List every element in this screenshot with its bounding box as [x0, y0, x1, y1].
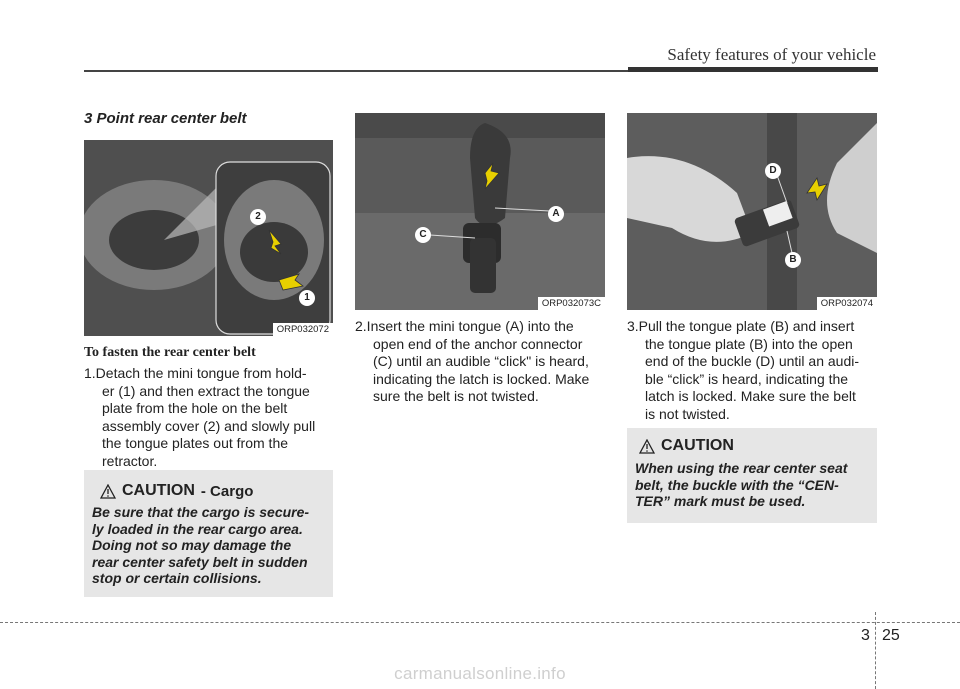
callout-1: 1: [299, 290, 315, 306]
caution-center-line: belt, the buckle with the “CEN-: [635, 476, 839, 493]
step-2-line: indicating the latch is locked. Make: [373, 370, 590, 387]
step-3-line: end of the buckle (D) until an audi-: [645, 353, 860, 369]
step-2-line: sure the belt is not twisted.: [373, 388, 539, 404]
callout-c: C: [415, 227, 431, 243]
subheading: To fasten the rear center belt: [84, 345, 256, 360]
warning-icon: [100, 484, 116, 499]
step-1-line: er (1) and then extract the tongue: [102, 382, 310, 399]
step-1-line: 1.Detach the mini tongue from hold-: [84, 365, 307, 381]
caution-cargo-line: Be sure that the cargo is secure-: [92, 504, 310, 520]
page-number: 25: [882, 627, 900, 644]
step-3-line: is not twisted.: [645, 405, 730, 422]
caution-cargo-line: rear center safety belt in sudden: [92, 553, 308, 570]
caution-center-line: TER” mark must be used.: [635, 493, 806, 509]
figure-2: [355, 113, 605, 310]
figure-1: [84, 140, 333, 336]
figure-2-code: ORP032073C: [538, 297, 605, 310]
watermark: carmanualsonline.info: [394, 664, 566, 683]
step-1-line: the tongue plates out from the: [102, 435, 289, 451]
callout-a: A: [548, 206, 564, 222]
caution-cargo-box: [84, 470, 333, 597]
caution-cargo-header: [100, 482, 253, 500]
step-2-line: (C) until an audible “click" is heard,: [373, 353, 589, 369]
figure-3-illustration: [627, 113, 877, 310]
step-3: [627, 318, 879, 423]
caution-cargo-line: ly loaded in the rear cargo area.: [92, 520, 303, 537]
caution-cargo-body: [92, 504, 309, 587]
figure-3-code: ORP032074: [817, 297, 877, 310]
warning-icon: [639, 439, 655, 454]
header-title: Safety features of your vehicle: [667, 45, 876, 64]
figure-3: [627, 113, 877, 310]
step-1-line: assembly cover (2) and slowly pull: [102, 417, 316, 434]
callout-b: B: [785, 252, 801, 268]
caution-center-body: [635, 460, 847, 510]
caution-cargo-subtitle: - Cargo: [200, 482, 254, 500]
step-1-line: plate from the hole on the belt: [102, 400, 288, 416]
callout-d: D: [765, 163, 781, 179]
step-3-line: the tongue plate (B) into the open: [645, 335, 853, 352]
step-2-line: open end of the anchor connector: [373, 335, 583, 352]
caution-center-header: [639, 437, 734, 455]
header-rule: [84, 70, 630, 72]
caution-center-line: When using the rear center seat: [635, 460, 848, 476]
footer-rule: [0, 622, 960, 623]
figure-2-illustration: [355, 113, 605, 310]
step-2-line: 2.Insert the mini tongue (A) into the: [355, 318, 574, 334]
step-1-line: retractor.: [102, 452, 158, 469]
chapter-number: 3: [861, 627, 870, 644]
caution-center-title: CAUTION: [661, 437, 734, 454]
step-3-line: ble “click” is heard, indicating the: [645, 370, 849, 387]
header-rule-accent: [628, 67, 878, 72]
caution-cargo-line: Doing not so may damage the: [92, 537, 292, 553]
step-3-line: latch is locked. Make sure the belt: [645, 388, 856, 404]
step-3-line: 3.Pull the tongue plate (B) and insert: [627, 318, 855, 334]
figure-1-illustration: [84, 140, 333, 336]
callout-2: 2: [250, 209, 266, 225]
caution-cargo-title: CAUTION: [122, 482, 195, 499]
section-title: 3 Point rear center belt: [84, 110, 247, 127]
step-1: [84, 365, 334, 470]
caution-center-box: [627, 428, 877, 523]
figure-1-code: ORP032072: [273, 323, 333, 336]
step-2: [355, 318, 607, 406]
caution-cargo-line: stop or certain collisions.: [92, 570, 262, 586]
